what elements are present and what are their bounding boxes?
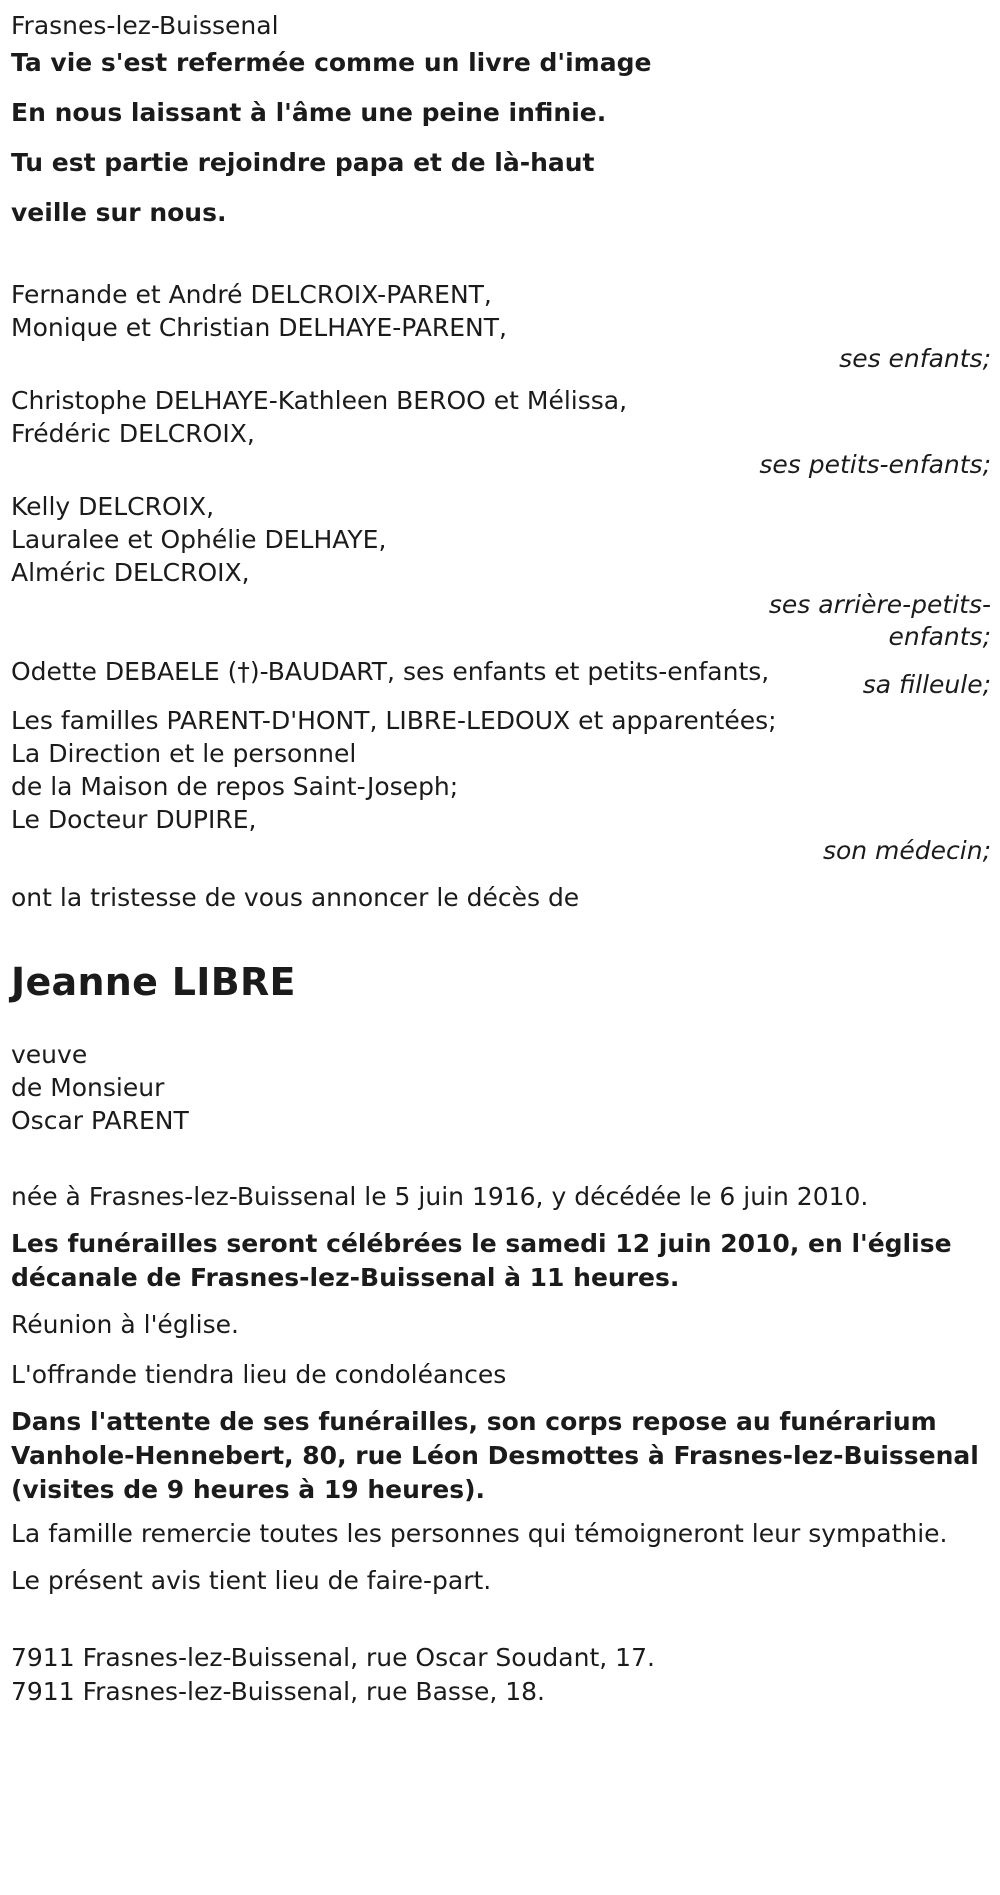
announcement-text: ont la tristesse de vous annoncer le décès de (11, 883, 580, 912)
family-name: de la Maison de repos Saint-Joseph; (11, 772, 459, 801)
family-name: Le Docteur DUPIRE, (11, 805, 257, 834)
place-header: Frasnes-lez-Buissenal (11, 11, 279, 40)
widow-of-line: Oscar PARENT (11, 1106, 189, 1135)
address-line: 7911 Frasnes-lez-Buissenal, rue Oscar Soudant, 17. (11, 1643, 655, 1672)
relation-label: sa filleule; (862, 670, 991, 699)
poem-line: En nous laissant à l'âme une peine infinie. (11, 98, 607, 127)
family-name: Lauralee et Ophélie DELHAYE, (11, 525, 387, 554)
relation-label-line: ses arrière-petits- (768, 590, 991, 619)
relation-label-line: enfants; (888, 622, 991, 651)
thanks-text: La famille remercie toutes les personnes qui témoigneront leur sympathie. (11, 1519, 948, 1548)
poem-line: Tu est partie rejoindre papa et de là-haut (11, 148, 595, 177)
family-name: La Direction et le personnel (11, 739, 357, 768)
meeting-info: Réunion à l'église. (11, 1310, 239, 1339)
relation-label (751, 589, 991, 653)
offering-info: L'offrande tiendra lieu de condoléances (11, 1360, 507, 1389)
relation-label: ses enfants; (839, 344, 991, 373)
relation-label: son médecin; (822, 836, 991, 865)
family-name: Frédéric DELCROIX, (11, 419, 255, 448)
relation-label: ses petits-enfants; (759, 450, 991, 479)
names-list (11, 278, 841, 344)
family-children (11, 278, 991, 374)
family-name: Les familles PARENT-D'HONT, LIBRE-LEDOUX et apparentées; (11, 706, 777, 735)
family-grandchildren (11, 384, 991, 480)
obituary-notice (11, 6, 991, 1709)
funeral-info: Les funérailles seront célébrées le samedi 12 juin 2010, en l'église décanale de Frasnes-lez-Buissenal à 11 heures. (11, 1229, 952, 1292)
deceased-name: Jeanne LIBRE (11, 960, 296, 1004)
birth-death-info: née à Frasnes-lez-Buissenal le 5 juin 1916, y décédée le 6 juin 2010. (11, 1182, 869, 1211)
widow-of-line: de Monsieur (11, 1073, 165, 1102)
poem-line: Ta vie s'est refermée comme un livre d'image (11, 48, 652, 77)
family-name: Monique et Christian DELHAYE-PARENT, (11, 313, 507, 342)
address-line: 7911 Frasnes-lez-Buissenal, rue Basse, 18. (11, 1677, 545, 1706)
family-goddaughter (11, 655, 991, 699)
names-list (11, 384, 841, 450)
poem-line: veille sur nous. (11, 198, 227, 227)
family-name: Christophe DELHAYE-Kathleen BEROO et Mélissa, (11, 386, 628, 415)
widow-of (11, 1038, 991, 1137)
names-list (11, 704, 841, 836)
family-name: Odette DEBAELE (†)-BAUDART, ses enfants et petits-enfants, (11, 657, 770, 686)
widow-of-line: veuve (11, 1040, 88, 1069)
family-name: Kelly DELCROIX, (11, 492, 215, 521)
family-name: Fernande et André DELCROIX-PARENT, (11, 280, 492, 309)
family-great-grandchildren (11, 490, 991, 653)
notice-text: Le présent avis tient lieu de faire-part. (11, 1566, 492, 1595)
names-list (11, 490, 841, 589)
family-others (11, 704, 991, 866)
family-name: Alméric DELCROIX, (11, 558, 250, 587)
spacer (11, 244, 991, 270)
address-block (11, 1641, 991, 1709)
funerarium-info: Dans l'attente de ses funérailles, son corps repose au funérarium Vanhole-Hennebert, 80, rue Léon Desmottes à Frasnes-lez-Buissenal (visites de 9 heures à 19 heures). (11, 1407, 979, 1504)
poem (11, 44, 991, 244)
